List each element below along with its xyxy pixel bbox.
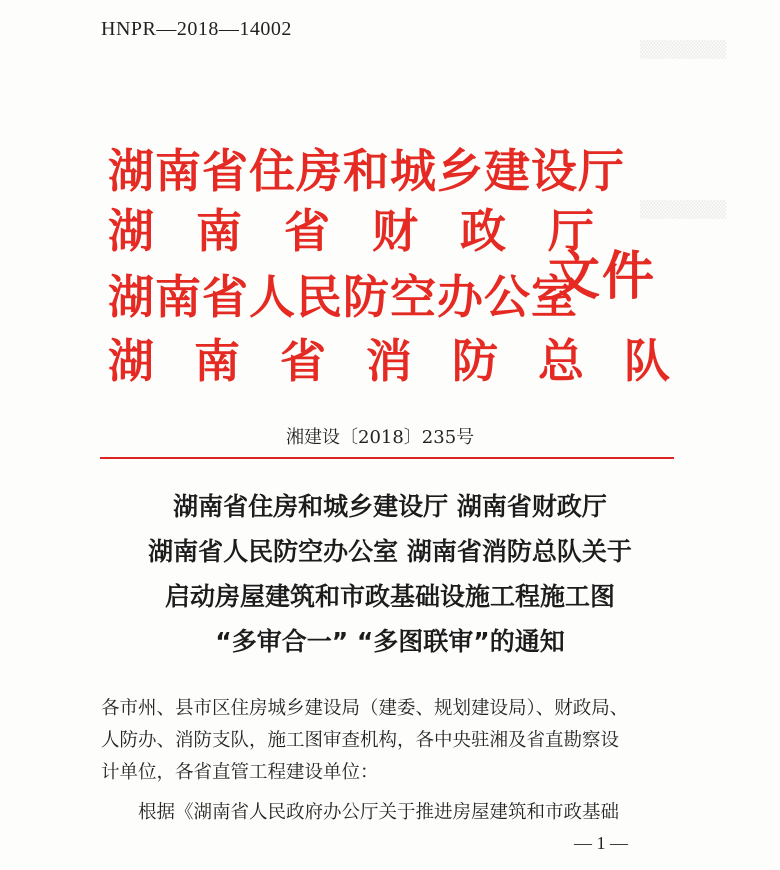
title-line: 湖南省人民防空办公室 湖南省消防总队关于 — [148, 537, 632, 566]
title-line: 启动房屋建筑和市政基础设施工程施工图 — [164, 582, 615, 611]
document-title — [60, 484, 720, 664]
issuer-name: 湖南省财政厅 — [108, 204, 636, 258]
addressee-block — [101, 693, 681, 789]
body-paragraph: 根据《湖南省人民政府办公厅关于推进房屋建筑和市政基础 — [138, 802, 620, 823]
document-number: 湘建设〔2018〕235号 — [286, 427, 475, 448]
show-through-texture: ▒▒▒▒▒▒▒ — [640, 200, 727, 219]
addressee-line: 计单位，各省直管工程建设单位： — [101, 762, 379, 783]
page-number: — 1 — — [574, 833, 628, 853]
issuer-name: 湖南省住房和城乡建设厅 — [108, 144, 625, 198]
show-through-texture: ▒▒▒▒▒▒▒ — [640, 40, 727, 59]
document-type-label: 文件 — [548, 247, 657, 307]
document-code: HNPR—2018—14002 — [101, 18, 292, 40]
title-line: 湖南省住房和城乡建设厅 湖南省财政厅 — [173, 492, 607, 521]
issuer-name: 湖南省人民防空办公室 — [108, 270, 578, 324]
addressee-line: 各市州、县市区住房城乡建设局（建委、规划建设局）、财政局、 — [101, 698, 629, 719]
title-line: “多审合一” “多图联审”的通知 — [215, 627, 565, 656]
addressee-line: 人防办、消防支队，施工图审查机构，各中央驻湘及省直勘察设 — [101, 730, 620, 751]
issuer-name: 湖南省消防总队 — [108, 334, 710, 388]
red-divider-line — [100, 457, 674, 459]
